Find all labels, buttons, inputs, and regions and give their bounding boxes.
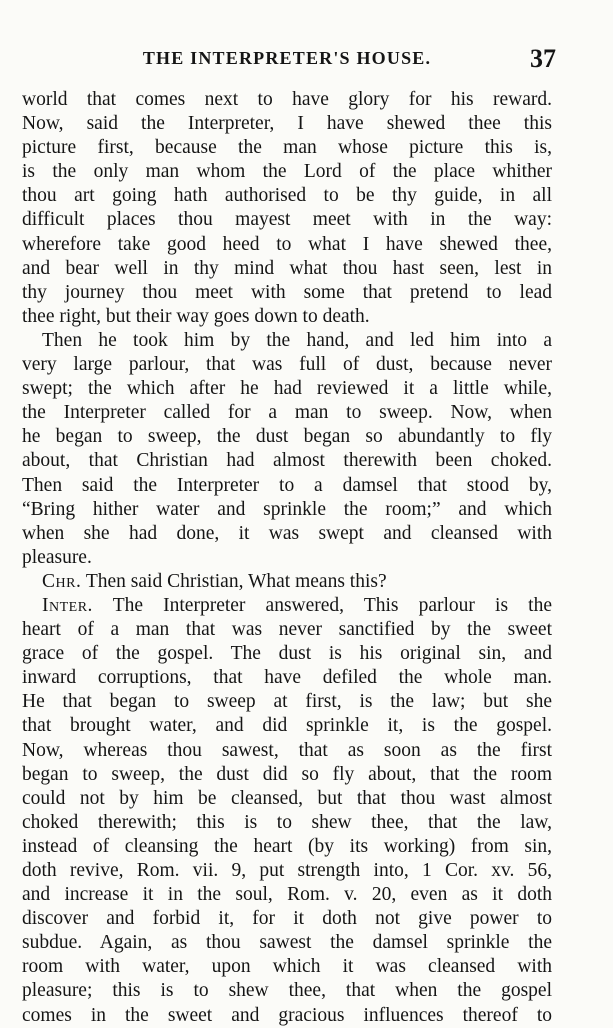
speaker-label: Inter.: [42, 594, 93, 616]
text-line: [22, 498, 552, 522]
line-text: instead of cleansing the heart (by its working) from sin,: [22, 835, 552, 857]
text-line: [22, 739, 552, 763]
text-line: [22, 305, 552, 329]
line-text: discover and forbid it, for it doth not give power to: [22, 908, 552, 930]
text-line: [22, 257, 552, 281]
line-text: He that began to sweep at first, is the law; but she: [22, 691, 552, 713]
text-line: [22, 136, 552, 160]
text-line: [22, 233, 552, 257]
line-text: Then said the Interpreter to a damsel that stood by,: [22, 474, 552, 496]
running-title: THE INTERPRETER'S HOUSE.: [142, 48, 432, 68]
text-line: [22, 425, 552, 449]
line-text: Now, said the Interpreter, I have shewed thee this: [22, 113, 552, 135]
line-text: “Bring hither water and sprinkle the room;” and which: [22, 498, 552, 520]
text-line: [22, 281, 552, 305]
line-text: swept; the which after he had reviewed it a little while,: [22, 378, 552, 400]
text-line: [22, 184, 552, 208]
line-text: very large parlour, that was full of dust, because never: [22, 354, 552, 376]
line-text: pleasure.: [22, 546, 92, 568]
line-text: picture first, because the man whose picture this is,: [22, 137, 552, 159]
text-line: [22, 449, 552, 473]
body-text: [22, 88, 552, 1028]
line-text: and bear well in thy mind what thou hast seen, lest in: [22, 257, 552, 279]
text-line: [22, 642, 552, 666]
text-line: [22, 208, 552, 232]
line-text: Then he took him by the hand, and led him into a: [42, 329, 552, 351]
line-text: room with water, upon which it was cleansed with: [22, 956, 552, 978]
line-text: Now, whereas thou sawest, that as soon as the first: [22, 739, 552, 761]
line-text: the Interpreter called for a man to sweep. Now, when: [22, 402, 552, 424]
line-text: pleasure; this is to shew thee, that when the gospel: [22, 980, 552, 1002]
text-line: [22, 618, 552, 642]
text-line: [22, 714, 552, 738]
line-text: and increase it in the soul, Rom. v. 20, even as it doth: [22, 884, 552, 906]
text-line: [22, 787, 552, 811]
text-line: [22, 666, 552, 690]
line-text: could not by him be cleansed, but that thou wast almost: [22, 787, 552, 809]
text-line: [22, 955, 552, 979]
line-text: comes in the sweet and gracious influences thereof to: [22, 1004, 552, 1026]
text-line: [22, 522, 552, 546]
text-line: [22, 835, 552, 859]
text-line: [22, 931, 552, 955]
text-line: [22, 690, 552, 714]
text-line: [22, 353, 552, 377]
text-line: [22, 377, 552, 401]
text-line: [22, 594, 552, 618]
text-line: [22, 546, 552, 570]
line-text: about, that Christian had almost therewith been choked.: [22, 450, 552, 472]
page-number: 37: [530, 44, 556, 73]
speaker-label: Chr.: [42, 570, 82, 592]
line-text: heart of a man that was never sanctified by the sweet: [22, 619, 552, 641]
text-line: [22, 401, 552, 425]
line-text: choked therewith; this is to shew thee, that the law,: [22, 811, 552, 833]
line-text: The Interpreter answered, This parlour is the: [92, 594, 552, 616]
text-line: [22, 329, 552, 353]
line-text: difficult places thou mayest meet with in the way:: [22, 209, 552, 231]
line-text: subdue. Again, as thou sawest the damsel sprinkle the: [22, 932, 552, 954]
line-text: wherefore take good heed to what I have shewed thee,: [22, 233, 552, 255]
text-line: [22, 1004, 552, 1028]
running-head: [22, 44, 556, 76]
text-line: [22, 811, 552, 835]
text-line: [22, 160, 552, 184]
line-text: thy journey thou meet with some that pretend to lead: [22, 281, 552, 303]
line-text: that brought water, and did sprinkle it, is the gospel.: [22, 715, 552, 737]
line-text: inward corruptions, that have defiled the whole man.: [22, 667, 552, 689]
text-line: [22, 907, 552, 931]
text-line: [22, 474, 552, 498]
line-text: he began to sweep, the dust began so abundantly to fly: [22, 426, 552, 448]
line-text: thee right, but their way goes down to death.: [22, 305, 370, 327]
line-text: Then said Christian, What means this?: [81, 570, 387, 592]
text-line: [22, 859, 552, 883]
text-line: [22, 763, 552, 787]
line-text: when she had done, it was swept and cleansed with: [22, 522, 552, 544]
text-line: [22, 570, 552, 594]
line-text: thou art going hath authorised to be thy guide, in all: [22, 185, 552, 207]
text-line: [22, 88, 552, 112]
line-text: grace of the gospel. The dust is his original sin, and: [22, 643, 552, 665]
text-line: [22, 112, 552, 136]
line-text: began to sweep, the dust did so fly about, that the room: [22, 763, 552, 785]
line-text: is the only man whom the Lord of the place whither: [22, 161, 552, 183]
text-line: [22, 883, 552, 907]
line-text: world that comes next to have glory for his reward.: [22, 89, 552, 110]
line-text: doth revive, Rom. vii. 9, put strength into, 1 Cor. xv. 56,: [22, 860, 552, 881]
